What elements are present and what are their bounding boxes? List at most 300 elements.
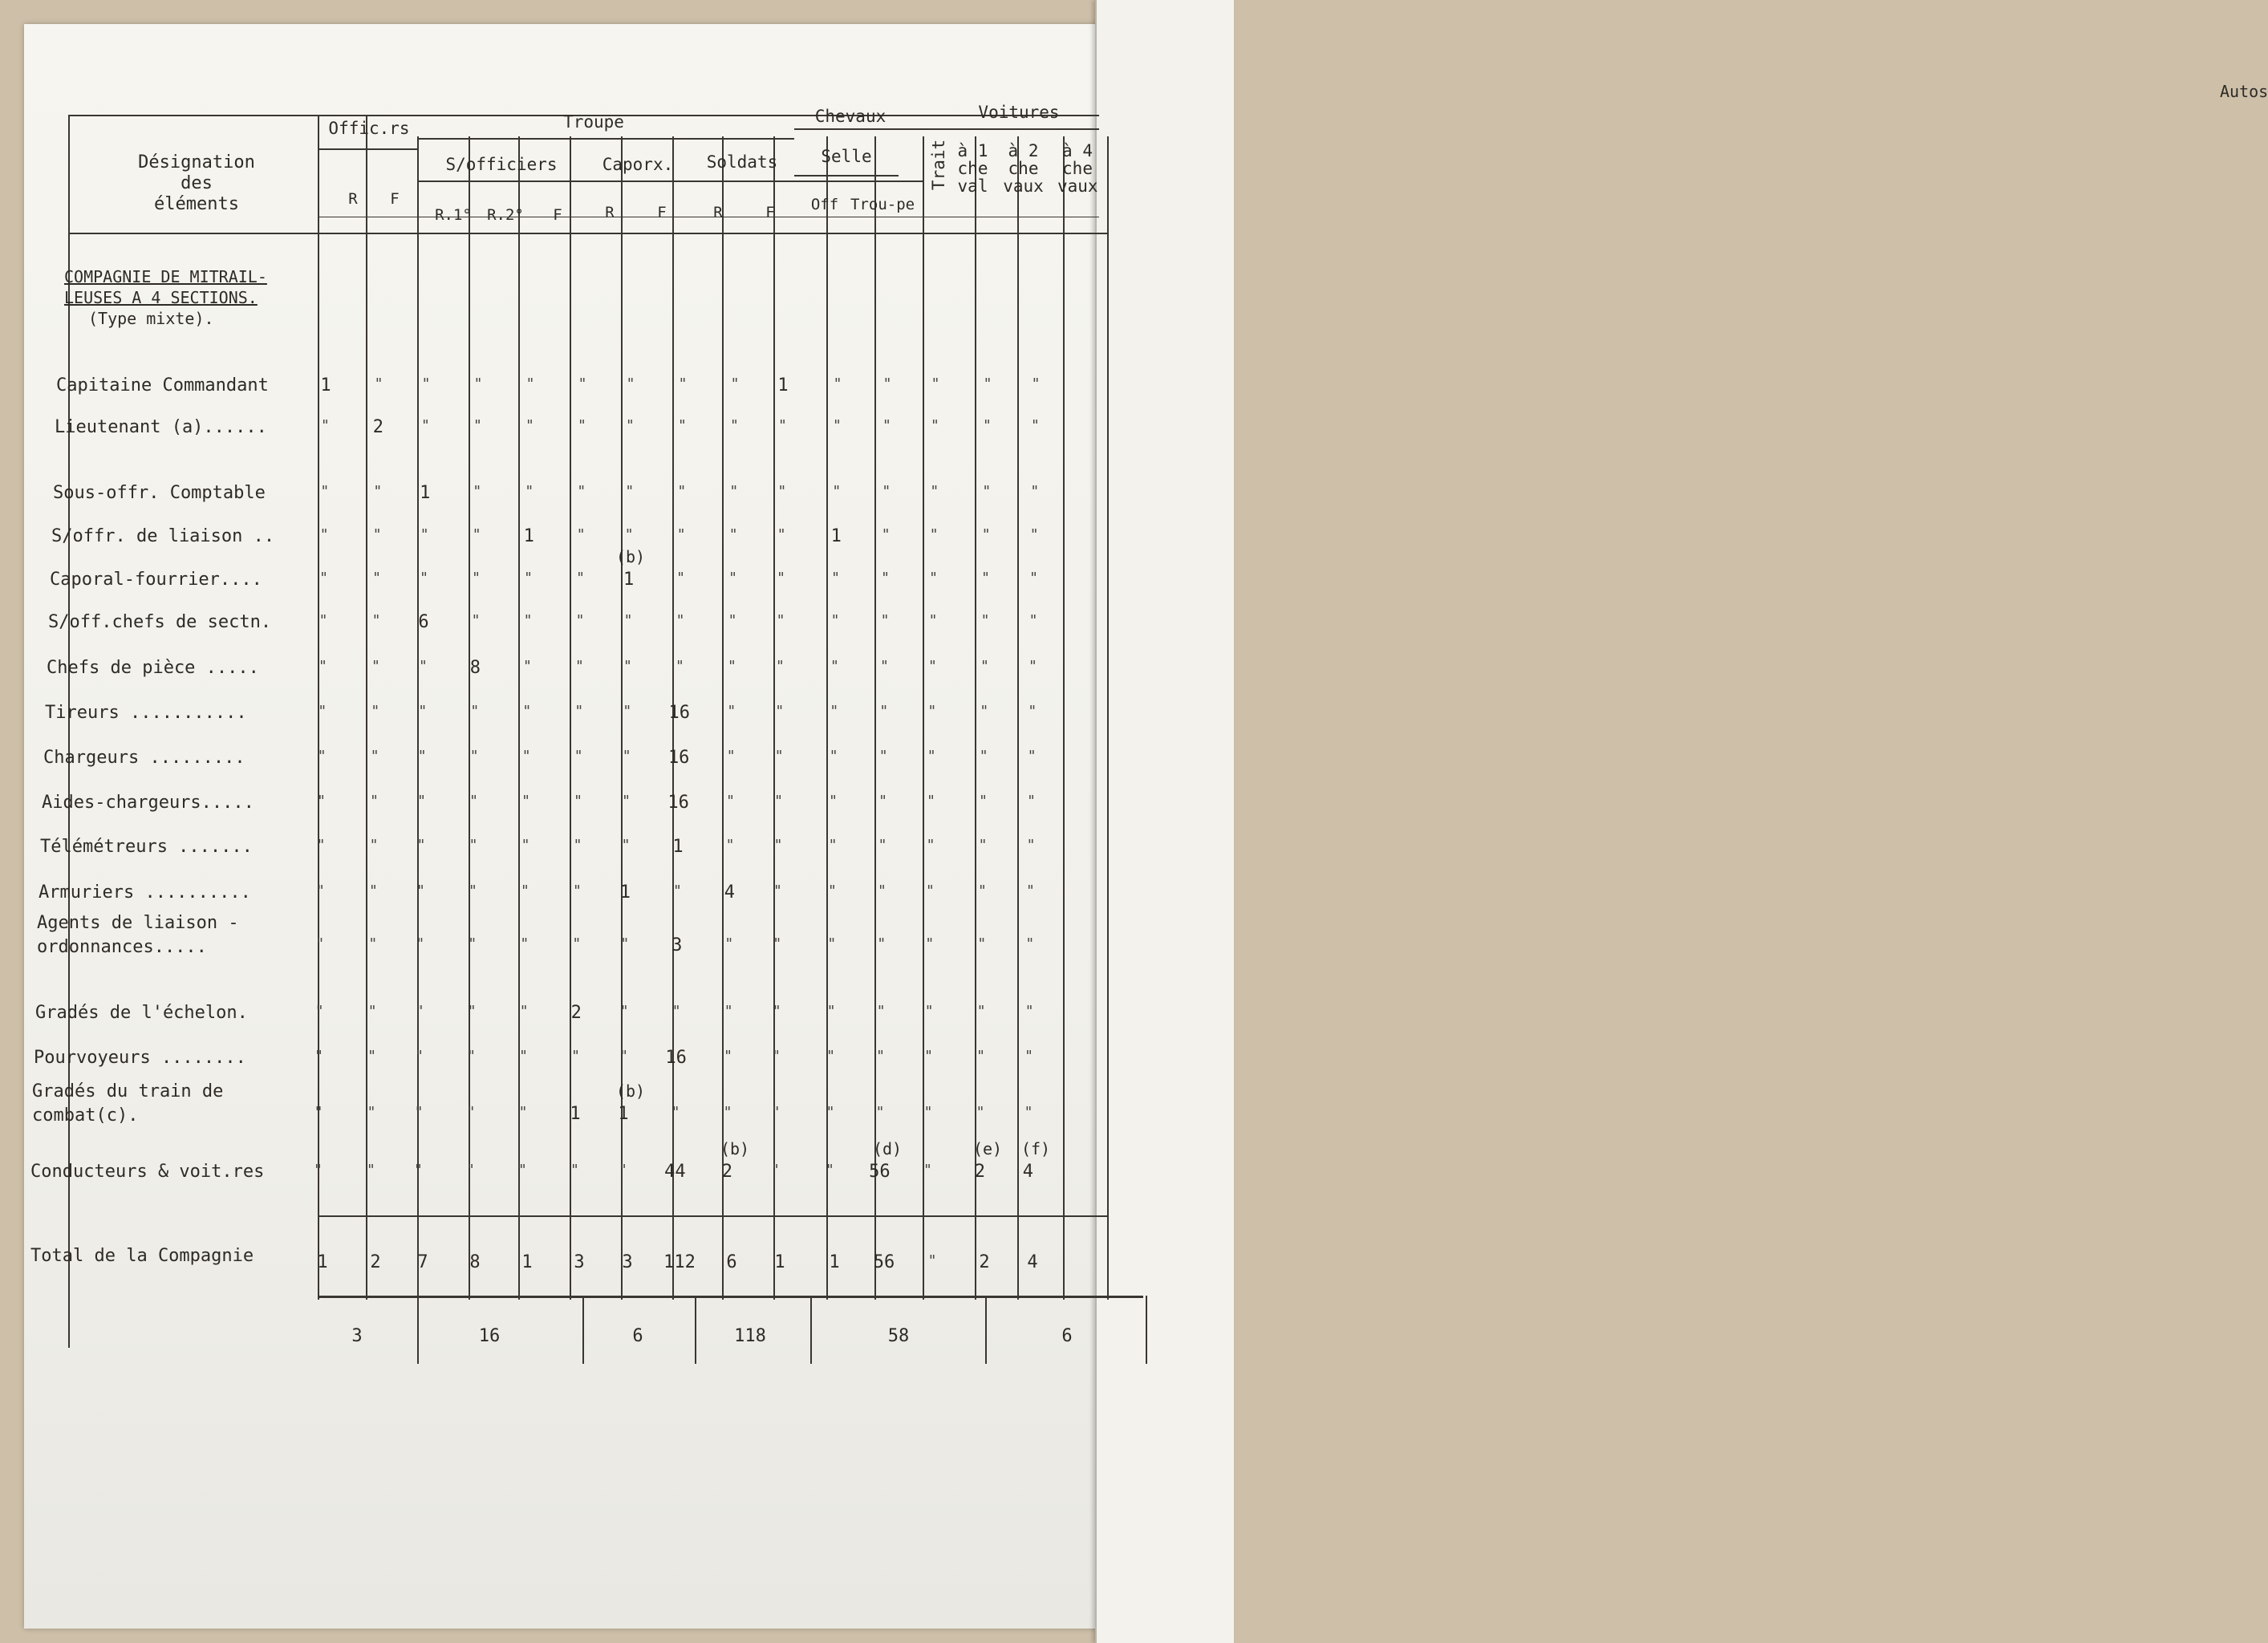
row-label: ordonnances..... [37,937,207,957]
cell-value: 1 [777,375,789,396]
cell-value: " [676,612,685,629]
sub-header: R.2° [487,206,524,224]
cell-value: " [832,483,842,500]
total-cell: 6 [726,1252,737,1272]
cell-value: 1 [619,882,631,903]
row-rule [318,148,417,150]
cell-value: " [314,1003,324,1020]
voiture-4-header-line: à 4 [1062,141,1093,160]
cell-value: " [770,1162,780,1178]
cell-value: " [522,703,532,720]
cell-value: " [367,1003,377,1020]
total-cell: 8 [469,1252,481,1272]
cell-value: " [1024,1104,1033,1121]
selle-header: Selle [821,147,872,166]
cell-value: " [619,1003,629,1020]
row-label: Tireurs ........... [45,703,247,723]
footnote-mark: (b) [615,547,646,566]
cell-value: " [980,612,990,629]
cell-value: " [980,658,989,675]
cell-value: " [775,703,785,720]
cell-value: " [927,703,937,720]
cell-value: 2 [372,417,384,437]
cell-value: " [882,417,891,434]
cell-value: " [825,1162,834,1178]
cell-value: " [726,793,736,809]
cell-value: 8 [469,658,481,678]
row-label: S/offr. de liaison .. [51,526,275,546]
cell-value: " [367,1048,377,1065]
cell-value: " [977,882,987,899]
cell-value: " [473,417,482,434]
cell-value: " [773,935,782,952]
cell-value: " [575,612,585,629]
designation-header-line: éléments [154,194,239,214]
cell-value: " [826,1048,836,1065]
cell-value: " [882,483,891,500]
cell-value: " [976,1048,986,1065]
cell-value: " [772,1003,781,1020]
row-label: Conducteurs & voit.res [30,1162,265,1182]
cell-value: " [618,1162,627,1178]
cell-value: " [314,1104,323,1121]
cell-value: " [574,703,584,720]
cell-value: " [413,1162,423,1178]
total-cell: 2 [979,1252,990,1272]
group-total: 58 [887,1326,910,1346]
cell-value: " [978,837,988,854]
chevaux-header: Chevaux [814,107,887,126]
row-label: Gradés de l'échelon. [35,1003,248,1023]
cell-value: " [1025,935,1035,952]
row-label: Sous-offr. Comptable [53,483,266,503]
total-cell: 1 [829,1252,840,1272]
row-rule [68,233,1107,234]
cell-value: " [1030,417,1040,434]
cell-value: " [876,1048,886,1065]
cell-value: " [777,483,787,500]
cell-value: " [317,793,327,809]
row-label: Gradés du train de [32,1081,224,1101]
cell-value: " [931,375,940,392]
cell-value: " [574,793,583,809]
cell-value: " [420,417,430,434]
cell-value: " [368,882,378,899]
cell-value: " [675,658,684,675]
sub-header: Off [810,196,839,213]
cell-value: " [1030,483,1040,500]
cell-value: 16 [665,1048,687,1068]
cell-value: " [1028,658,1037,675]
cell-value: " [367,1104,376,1121]
cell-value: " [925,935,935,952]
total-cell: 56 [873,1252,895,1272]
cell-value: " [371,612,381,629]
cell-value: " [878,837,887,854]
cell-value: 2 [721,1162,733,1182]
cell-value: " [826,1003,836,1020]
row-label: Agents de liaison - [37,913,239,933]
sub-header: F [553,206,562,224]
cell-value: " [576,526,586,543]
cell-value: " [676,570,686,586]
cell-value: " [1024,1048,1034,1065]
cell-value: 16 [667,748,690,768]
cell-value: " [313,1162,323,1178]
cell-value: " [777,570,786,586]
cell-value: " [469,748,479,765]
cell-value: " [420,570,429,586]
cell-value: " [577,417,586,434]
footnote-mark: (b) [615,1081,646,1101]
cell-value: " [473,375,483,392]
cell-value: " [830,658,839,675]
cell-value: " [421,375,431,392]
adjacent-sheet [1095,0,2268,1643]
cell-value: 3 [671,935,683,955]
row-label: Lieutenant (a)...... [55,417,267,437]
cell-value: " [418,703,428,720]
row-label: Chefs de pièce ..... [47,658,259,678]
cell-value: " [1025,882,1035,899]
group-total: 118 [734,1326,766,1346]
cell-value: " [320,483,330,500]
cell-value: " [1029,526,1039,543]
row-rule [318,1296,1143,1298]
section-title-line: LEUSES A 4 SECTIONS. [64,288,258,307]
cell-value: " [876,1003,886,1020]
cell-value: " [370,748,379,765]
row-label: S/off.chefs de sectn. [48,612,272,632]
cell-value: " [519,1048,529,1065]
cell-value: " [415,1048,424,1065]
sub-header: R.1° [435,206,472,224]
cell-value: " [677,417,687,434]
cell-value: " [880,612,890,629]
cell-value: " [929,570,939,586]
cell-value: 1 [623,570,635,590]
cell-value: 2 [570,1003,582,1023]
cell-value: " [981,570,991,586]
sub-header: F [390,190,400,208]
cell-value: " [827,882,837,899]
cell-value: " [979,748,988,765]
cell-value: " [930,483,939,500]
cell-value: " [366,1162,375,1178]
cell-value: " [829,748,838,765]
cell-value: " [317,748,327,765]
cell-value: " [417,793,427,809]
row-label: Caporal-fourrier.... [50,570,262,590]
cell-value: " [830,703,839,720]
troupe-header: Troupe [563,112,624,132]
cell-value: " [471,612,481,629]
row-label: Armuriers .......... [39,882,251,903]
cell-value: 44 [664,1162,686,1182]
cell-value: " [1031,375,1041,392]
cell-value: " [624,526,634,543]
cell-value: 16 [667,793,689,813]
cell-value: 1 [320,375,331,396]
total-cell: 3 [574,1252,585,1272]
cell-value: " [1024,1003,1034,1020]
total-cell: " [927,1252,937,1269]
cell-value: " [774,748,784,765]
footnote-mark: (b) [720,1139,750,1158]
section-title-line: COMPAGNIE DE MITRAIL- [64,267,267,286]
total-cell: 4 [1027,1252,1038,1272]
row-rule [794,175,899,176]
column-rule [417,1296,419,1364]
cell-value: " [373,483,383,500]
cell-value: " [924,1048,934,1065]
cell-value: " [730,375,740,392]
cell-value: " [372,570,382,586]
cell-value: " [927,658,937,675]
group-total: 3 [351,1326,363,1346]
cell-value: " [574,748,583,765]
sub-header: R [713,204,723,221]
cell-value: " [878,748,888,765]
cell-value: " [520,882,529,899]
cell-value: " [520,935,529,952]
cell-value: " [774,793,784,809]
cell-value: " [976,1104,985,1121]
cell-value: " [467,1003,477,1020]
total-cell: 2 [370,1252,381,1272]
footnote-mark: (e) [972,1139,1003,1158]
cell-value: " [320,417,330,434]
cell-value: " [572,935,582,952]
cell-value: 2 [974,1162,986,1182]
cell-value: " [729,483,739,500]
cell-value: " [879,658,889,675]
cell-value: 4 [724,882,736,903]
total-cell: 1 [521,1252,533,1272]
cell-value: " [318,658,327,675]
cell-value: " [316,837,326,854]
cell-value: 1 [830,526,842,546]
cell-value: " [672,882,682,899]
total-cell: 1 [317,1252,328,1272]
column-rule [582,1296,584,1364]
cell-value: " [930,417,939,434]
cell-value: " [981,526,991,543]
cell-value: " [517,1162,527,1178]
row-label: Capitaine Commandant [56,375,269,396]
cell-value: " [521,793,531,809]
cell-value: " [620,935,630,952]
cell-value: " [878,793,888,809]
cell-value: " [470,703,480,720]
cell-value: " [1027,748,1037,765]
cell-value: " [468,882,477,899]
cell-value: " [726,748,736,765]
cell-value: " [416,882,425,899]
cell-value: " [728,612,737,629]
cell-value: " [319,570,329,586]
cell-value: " [777,417,787,434]
cell-value: " [927,748,936,765]
cell-value: " [831,570,841,586]
cell-value: " [678,375,688,392]
cell-value: " [776,612,785,629]
cell-value: " [623,612,633,629]
column-rule [695,1296,696,1364]
group-total: 6 [1061,1326,1073,1346]
cell-value: " [773,882,782,899]
voiture-1-header-line: val [957,176,988,196]
cell-value: " [465,1162,475,1178]
cell-value: " [924,1003,934,1020]
row-rule [318,1215,1107,1217]
group-total: 6 [632,1326,643,1346]
cell-value: " [724,935,734,952]
cell-value: " [371,703,380,720]
cell-value: 1 [618,1104,629,1124]
cell-value: " [418,658,428,675]
trait-header: Trait [928,139,948,191]
column-rule [810,1296,812,1364]
cell-value: " [469,793,479,809]
column-rule [1146,1296,1147,1364]
cell-value: 1 [523,526,534,546]
cell-value: " [372,526,382,543]
cell-value: " [727,658,736,675]
cell-value: " [472,570,481,586]
cell-value: " [927,793,936,809]
cell-value: " [923,1104,933,1121]
row-label: Chargeurs ......... [43,748,245,768]
total-cell: 3 [622,1252,633,1272]
row-rule [417,138,794,140]
cell-value: 6 [418,612,429,632]
cell-value: " [523,612,533,629]
cell-value: " [623,703,632,720]
cell-value: " [625,417,635,434]
cell-value: " [466,1104,476,1121]
cell-value: " [877,882,887,899]
cell-value: " [374,375,383,392]
cell-value: " [828,837,838,854]
cell-value: " [519,1003,529,1020]
cell-value: " [524,570,534,586]
cell-value: " [415,1003,424,1020]
cell-value: " [368,935,378,952]
row-label: combat(c). [32,1105,139,1126]
total-cell: 112 [663,1252,696,1272]
cell-value: " [882,375,892,392]
cell-value: " [570,1162,579,1178]
cell-value: " [877,935,887,952]
cell-value: " [977,935,987,952]
cell-value: " [518,1104,528,1121]
cell-value: " [777,526,786,543]
cell-value: 16 [668,703,691,723]
cell-value: " [727,703,736,720]
cell-value: " [833,375,842,392]
cell-value: " [573,837,582,854]
designation-header-line: des [181,173,213,193]
cell-value: " [622,793,631,809]
sub-header: Trou-pe [850,196,915,213]
cell-value: " [772,1048,781,1065]
voiture-2-header-line: à 2 [1008,141,1039,160]
cell-value: " [923,1162,932,1178]
cell-value: " [468,935,477,952]
cell-value: " [1028,703,1037,720]
cell-value: " [574,658,584,675]
cell-value: " [576,570,586,586]
total-label: Total de la Compagnie [30,1246,254,1266]
cell-value: " [619,1048,629,1065]
row-label: Pourvoyeurs ........ [34,1048,246,1068]
section-title-line: (Type mixte). [88,309,214,328]
cell-value: " [983,375,992,392]
total-cell: 7 [417,1252,428,1272]
cell-value: 1 [570,1104,581,1124]
cell-value: " [417,748,427,765]
cell-value: " [622,748,631,765]
cell-value: " [728,526,738,543]
cell-value: " [1029,612,1038,629]
soldats-header: Soldats [706,152,778,172]
sub-header: F [657,204,667,221]
cell-value: " [976,1003,986,1020]
cell-value: " [472,526,481,543]
voiture-1-header-line: à 1 [957,141,988,160]
cell-value: " [881,570,891,586]
cell-value: " [318,703,327,720]
cell-value: " [1029,570,1039,586]
cell-value: " [571,1048,581,1065]
cell-value: " [572,882,582,899]
cell-value: " [623,658,632,675]
sub-header: R [605,204,615,221]
cell-value: " [1026,837,1036,854]
cell-value: 1 [672,837,684,857]
cell-value: " [771,1104,781,1121]
cell-value: " [1027,793,1037,809]
row-label: Aides-chargeurs..... [42,793,254,813]
cell-value: " [929,526,939,543]
voiture-4-header-line: che [1062,159,1093,178]
cell-value: " [928,612,938,629]
cell-value: " [724,1048,733,1065]
sous-officiers-header: S/officiers [445,155,558,174]
voiture-2-header-line: vaux [1003,176,1044,196]
cell-value: " [319,526,329,543]
cell-value: " [469,837,478,854]
cell-value: " [979,793,988,809]
cell-value: " [980,703,989,720]
sub-header: R [348,190,358,208]
cell-value: " [676,526,686,543]
cell-value: " [621,837,631,854]
cell-value: " [677,483,687,500]
cell-value: " [467,1048,477,1065]
cell-value: " [414,1104,424,1121]
cell-value: " [832,417,842,434]
cell-value: " [371,658,380,675]
cell-value: " [315,935,325,952]
cell-value: " [728,570,738,586]
row-rule [947,128,1099,130]
column-rule [985,1296,987,1364]
voiture-1-header-line: che [957,159,988,178]
cell-value: " [626,375,635,392]
cell-value: " [723,1104,732,1121]
